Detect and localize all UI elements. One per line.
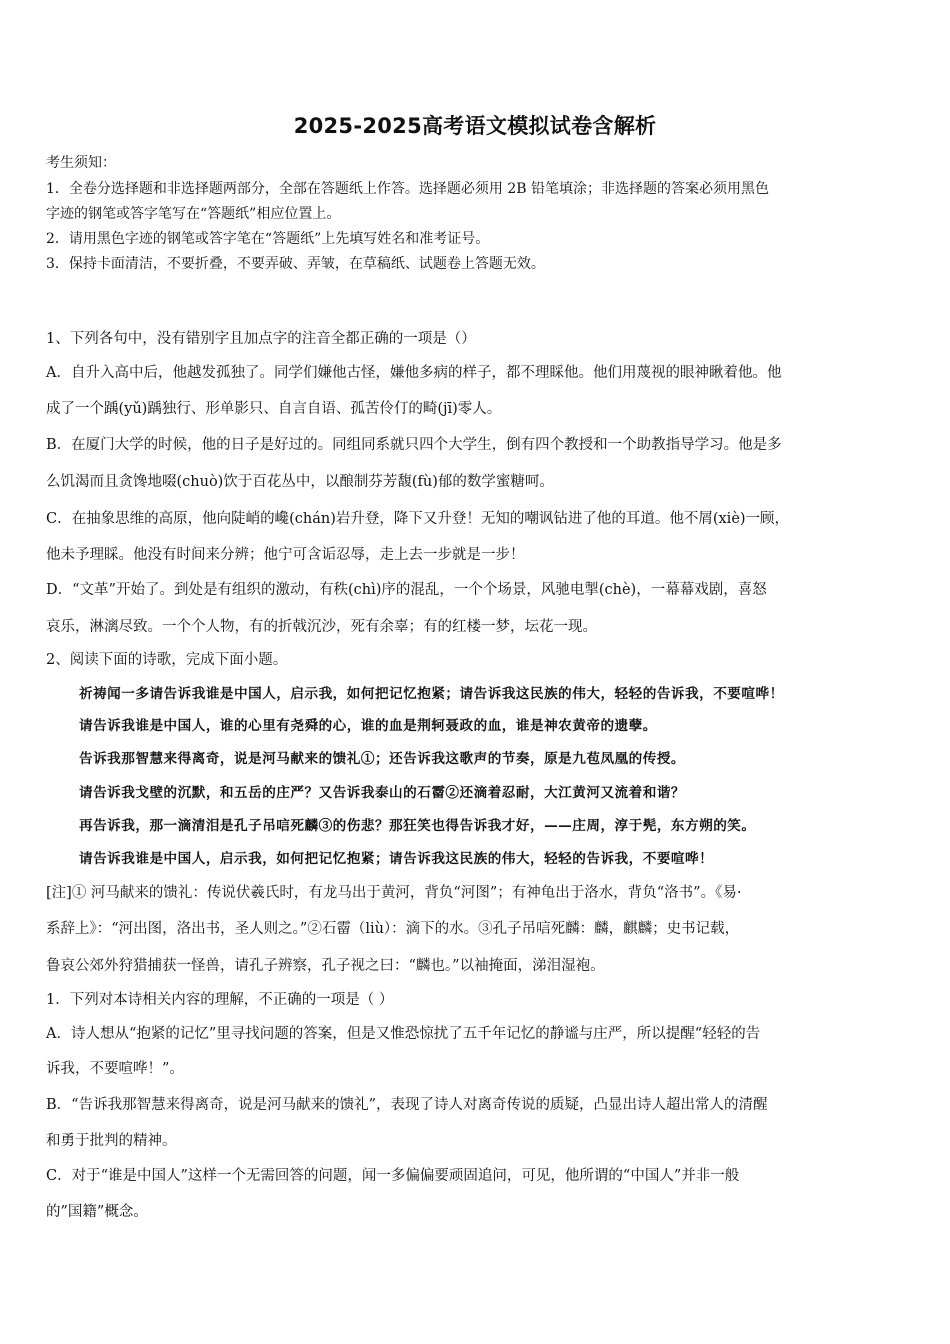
- sub1-option-b: B．“告诉我那智慧来得离奇，说是河马献来的馈礼”，表现了诗人对离奇传说的质疑，凸显出诗人超出常人的清醒: [46, 1097, 768, 1113]
- q1-option-d-cont: 哀乐，淋漓尽致。一个个人物，有的折戟沉沙，死有余辜；有的红楼一梦，坛花一现。: [46, 619, 597, 635]
- q1-option-a: A．自升入高中后，他越发孤独了。同学们嫌他古怪，嫌他多病的样子，都不理睬他。他们用蔑视的眼神瞅着他。他: [46, 365, 782, 381]
- poem-line: 告诉我那智慧来得离奇，说是河马献来的馈礼①；还告诉我这歌声的节奏，原是九苞凤凰的传授。: [79, 751, 686, 767]
- poem-line: 请告诉我谁是中国人，启示我，如何把记忆抱紧；请告诉我这民族的伟大，轻轻的告诉我，不要喧哗！: [79, 851, 714, 867]
- q1-option-a-cont: 成了一个踽(yǔ)踽独行、形单影只、自言自语、孤苦伶仃的畸(jī)零人。: [46, 401, 502, 417]
- sub1-option-c-cont: 的”国籍”概念。: [46, 1204, 148, 1220]
- poem-line: 请告诉我戈壁的沉默，和五岳的庄严？又告诉我泰山的石霤②还滴着忍耐，大江黄河又流着和谐？: [79, 785, 686, 801]
- notice-line: 2．请用黑色字迹的钢笔或答字笔在“答题纸”上先填写姓名和准考证号。: [46, 231, 490, 247]
- question-1-stem: 1、下列各句中，没有错别字且加点字的注音全都正确的一项是（）: [46, 331, 476, 347]
- poem-note: 系辞上》：“河出图，洛出书，圣人则之。”②石霤（liù）：滴下的水。③孔子吊唁死麟：麟，麒麟；史书记载，: [46, 921, 740, 937]
- poem-line: 祈祷闻一多请告诉我谁是中国人，启示我，如何把记忆抱紧；请告诉我这民族的伟大，轻轻的告诉我，不要喧哗！: [79, 686, 784, 702]
- question-2-stem: 2、阅读下面的诗歌，完成下面小题。: [46, 652, 288, 668]
- poem-line: 再告诉我，那一滴清泪是孔子吊唁死麟③的伤悲？那狂笑也得告诉我才好，——庄周，淳于髡，东方朔的笑。: [79, 818, 756, 834]
- q1-option-b: B．在厦门大学的时候，他的日子是好过的。同组同系就只四个大学生，倒有四个教授和一个助教指导学习。他是多: [46, 437, 782, 453]
- q1-option-d: D．“文革”开始了。到处是有组织的激动，有秩(chì)序的混乱，一个个场景，风驰电掣(chè)，一幕幕戏剧，喜怒: [46, 582, 767, 598]
- q1-option-c: C．在抽象思维的高原，他向陡峭的巉(chán)岩升登，降下又升登！无知的嘲讽钻进了他的耳道。他不屑(xiè)一顾，: [46, 511, 790, 527]
- notice-line: 3．保持卡面清洁，不要折叠，不要弄破、弄皱，在草稿纸、试题卷上答题无效。: [46, 256, 545, 272]
- q1-option-b-cont: 么饥渴而且贪馋地啜(chuò)饮于百花丛中，以酿制芬芳馥(fù)郁的数学蜜糖呵。: [46, 474, 554, 490]
- poem-note: [注]① 河马献来的馈礼：传说伏羲氏时，有龙马出于黄河，背负“河图”；有神龟出于洛水，背负“洛书”。《易·: [46, 885, 742, 901]
- subquestion-1-stem: 1．下列对本诗相关内容的理解，不正确的一项是（ ）: [46, 992, 394, 1008]
- sub1-option-a: A．诗人想从“抱紧的记忆”里寻找问题的答案，但是又惟恐惊扰了五千年记忆的静谧与庄严，所以提醒“轻轻的告: [46, 1026, 761, 1042]
- notice-heading: 考生须知：: [46, 155, 116, 171]
- page-title: 2025-2025高考语文模拟试卷含解析: [293, 114, 657, 138]
- sub1-option-a-cont: 诉我，不要喧哗！”。: [46, 1061, 184, 1077]
- notice-line: 字迹的钢笔或答字笔写在“答题纸”相应位置上。: [46, 206, 341, 222]
- poem-line: 请告诉我谁是中国人，谁的心里有尧舜的心，谁的血是荆轲聂政的血，谁是神农黄帝的遗孽。: [79, 718, 657, 734]
- q1-option-c-cont: 他未予理睬。他没有时间来分辨；他宁可含诟忍辱，走上去一步就是一步！: [46, 547, 525, 563]
- sub1-option-b-cont: 和勇于批判的精神。: [46, 1133, 177, 1149]
- poem-note: 鲁哀公郊外狩猎捕获一怪兽，请孔子辨察，孔子视之曰：“麟也。”以袖掩面，涕泪湿袍。: [46, 958, 605, 974]
- sub1-option-c: C．对于“谁是中国人”这样一个无需回答的问题，闻一多偏偏要顽固追问，可见，他所谓的“中国人”并非一般: [46, 1168, 740, 1184]
- notice-line: 1．全卷分选择题和非选择题两部分，全部在答题纸上作答。选择题必须用 2B 铅笔填涂；非选择题的答案必须用黑色: [46, 181, 769, 197]
